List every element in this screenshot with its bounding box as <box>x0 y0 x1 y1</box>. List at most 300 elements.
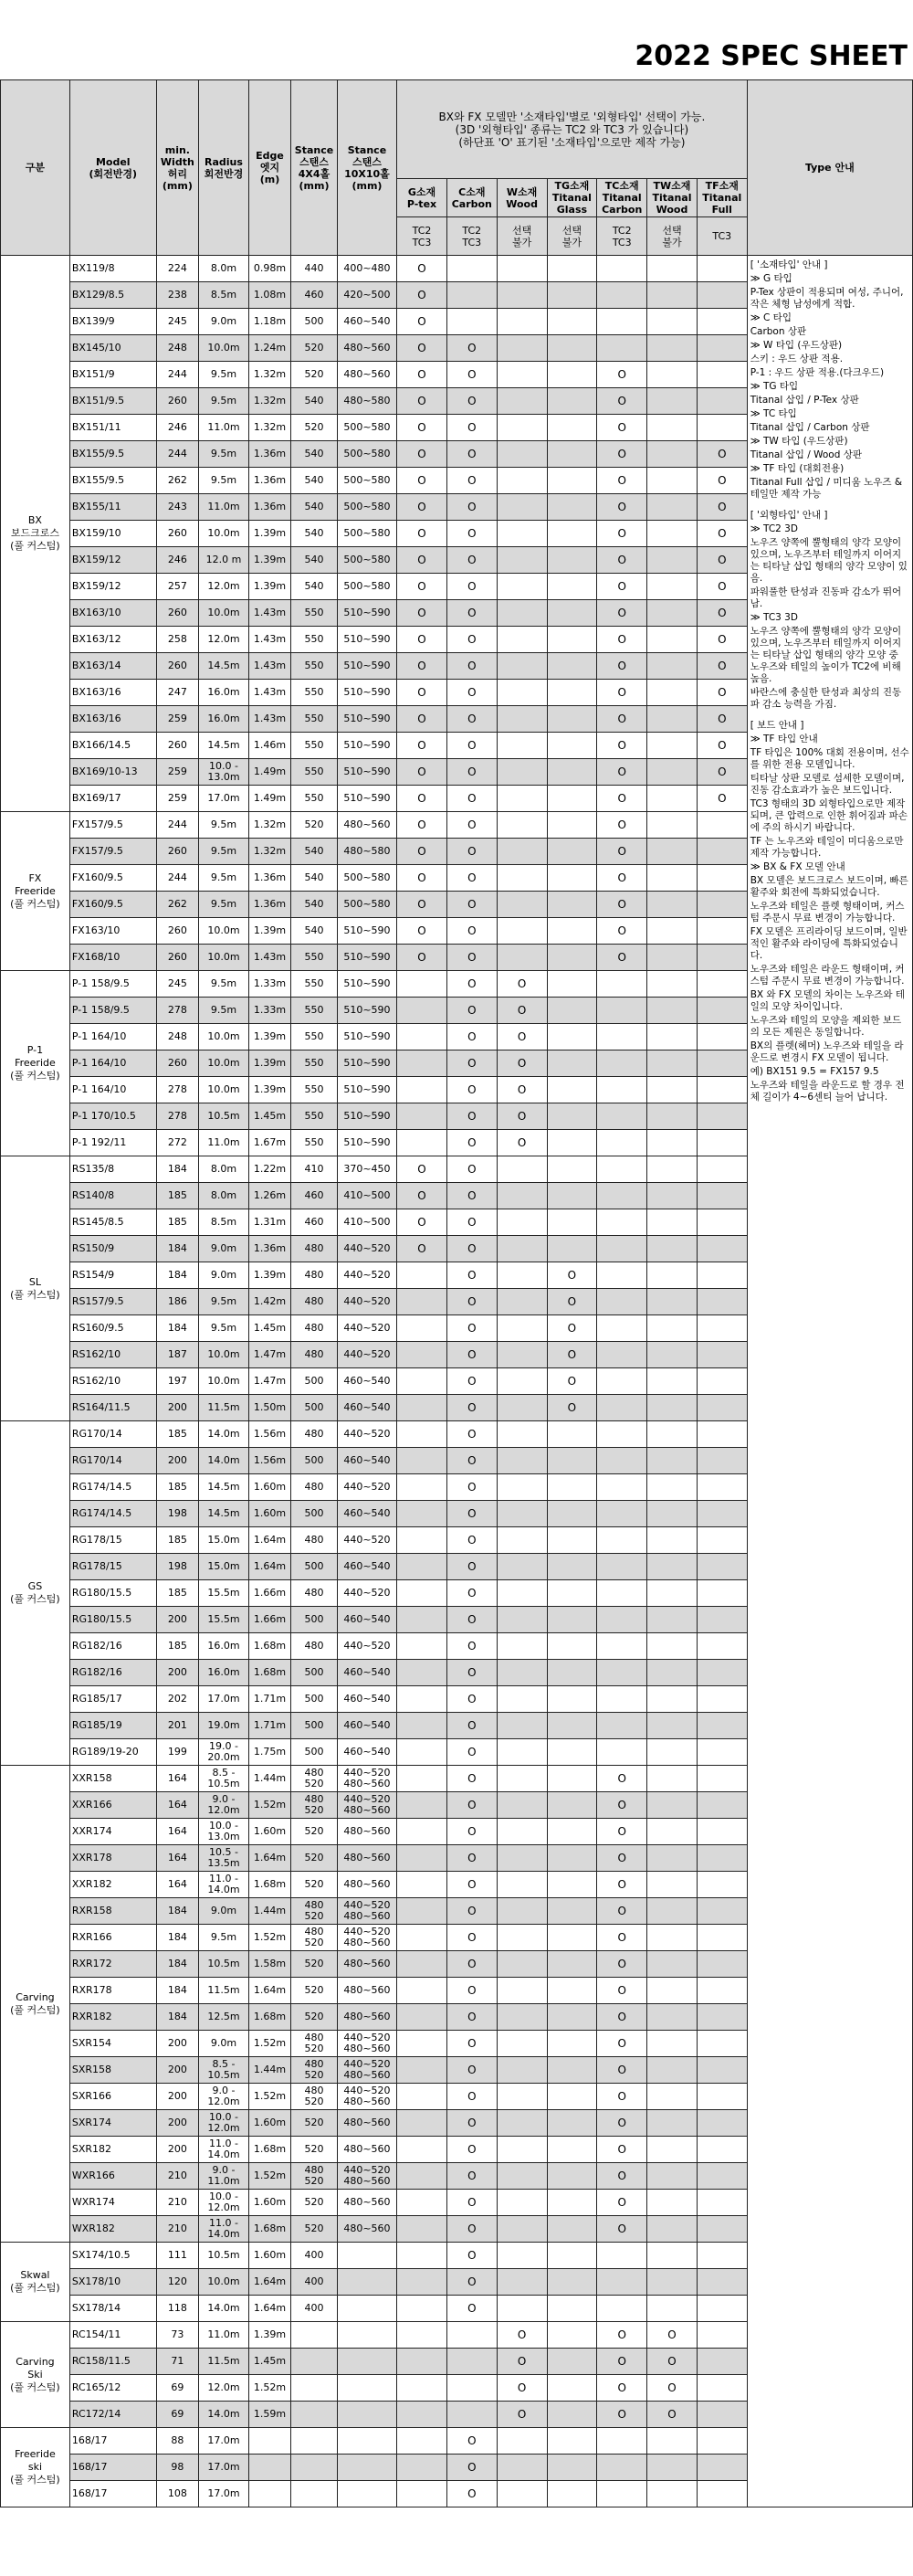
width-cell: 184 <box>156 1156 198 1183</box>
header-edge: Edge 엣지 (m) <box>248 80 290 256</box>
material-availability-cell <box>497 839 547 865</box>
material-availability-cell <box>697 1978 747 2004</box>
header-type-guide: Type 안내 <box>747 80 912 256</box>
model-cell: RXR182 <box>69 2004 156 2031</box>
material-availability-cell: O <box>397 918 447 945</box>
material-availability-cell <box>497 1580 547 1607</box>
width-cell: 244 <box>156 812 198 839</box>
width-cell: 197 <box>156 1368 198 1395</box>
material-availability-cell <box>547 494 597 521</box>
width-cell: 184 <box>156 2004 198 2031</box>
material-availability-cell <box>647 2031 698 2057</box>
material-availability-cell <box>697 1209 747 1236</box>
material-availability-cell <box>547 2243 597 2269</box>
header-material-core: TC2 TC3 <box>397 217 447 256</box>
edge-cell: 1.42m <box>248 1289 290 1315</box>
width-cell: 245 <box>156 971 198 998</box>
material-availability-cell <box>397 1633 447 1660</box>
material-availability-cell <box>547 1448 597 1474</box>
material-availability-cell <box>547 1077 597 1103</box>
material-availability-cell <box>697 1792 747 1819</box>
type-guide-line: ≫ C 타입 <box>750 312 792 323</box>
model-cell: P-1 192/11 <box>69 1130 156 1156</box>
material-availability-cell <box>597 1474 647 1501</box>
material-availability-cell <box>597 2428 647 2455</box>
material-availability-cell: O <box>397 335 447 362</box>
radius-cell: 14.0m <box>199 2402 249 2428</box>
radius-cell: 9.0m <box>199 309 249 335</box>
width-cell: 184 <box>156 1262 198 1289</box>
material-availability-cell <box>597 1262 647 1289</box>
stance-10x10-cell <box>337 2455 396 2481</box>
material-availability-cell <box>647 2455 698 2481</box>
material-availability-cell <box>547 521 597 547</box>
stance-10x10-cell: 510~590 <box>337 706 396 733</box>
material-availability-cell: O <box>446 1819 497 1845</box>
model-cell: RC154/11 <box>69 2322 156 2349</box>
stance-4x4-cell: 480 520 <box>291 2031 338 2057</box>
model-cell: SXR154 <box>69 2031 156 2057</box>
stance-10x10-cell <box>337 2269 396 2296</box>
material-availability-cell <box>697 1024 747 1050</box>
material-availability-cell: O <box>446 1342 497 1368</box>
stance-10x10-cell: 480~560 <box>337 2004 396 2031</box>
edge-cell: 1.45m <box>248 1315 290 1342</box>
stance-4x4-cell: 480 <box>291 1236 338 1262</box>
material-availability-cell: O <box>597 680 647 706</box>
edge-cell: 1.43m <box>248 653 290 680</box>
material-availability-cell <box>397 1421 447 1448</box>
material-availability-cell <box>697 335 747 362</box>
radius-cell: 16.0m <box>199 1633 249 1660</box>
edge-cell: 1.47m <box>248 1368 290 1395</box>
material-availability-cell <box>597 309 647 335</box>
width-cell: 120 <box>156 2269 198 2296</box>
material-availability-cell <box>497 1819 547 1845</box>
stance-4x4-cell: 500 <box>291 1395 338 1421</box>
width-cell: 69 <box>156 2375 198 2402</box>
material-availability-cell <box>497 1527 547 1554</box>
material-availability-cell <box>647 812 698 839</box>
edge-cell: 1.39m <box>248 918 290 945</box>
width-cell: 260 <box>156 600 198 627</box>
material-availability-cell <box>497 521 547 547</box>
material-availability-cell: O <box>397 309 447 335</box>
material-availability-cell: O <box>446 441 497 468</box>
category-label: P-1 Freeride (풀 커스텀) <box>1 971 70 1156</box>
model-cell: SXR158 <box>69 2057 156 2084</box>
category-label: FX Freeride (풀 커스텀) <box>1 812 70 971</box>
width-cell: 98 <box>156 2455 198 2481</box>
material-availability-cell: O <box>446 918 497 945</box>
material-availability-cell: O <box>547 1368 597 1395</box>
model-cell: BX151/11 <box>69 415 156 441</box>
material-availability-cell <box>647 2004 698 2031</box>
material-availability-cell: O <box>397 494 447 521</box>
model-cell: BX119/8 <box>69 256 156 282</box>
stance-4x4-cell: 540 <box>291 918 338 945</box>
material-availability-cell <box>497 1607 547 1633</box>
radius-cell: 14.5m <box>199 733 249 759</box>
edge-cell: 0.98m <box>248 256 290 282</box>
material-availability-cell <box>697 2163 747 2190</box>
material-availability-cell <box>697 1236 747 1262</box>
material-availability-cell <box>647 2269 698 2296</box>
material-availability-cell <box>647 1183 698 1209</box>
material-availability-cell <box>647 1156 698 1183</box>
material-availability-cell: O <box>446 2084 497 2110</box>
width-cell: 278 <box>156 998 198 1024</box>
radius-cell: 15.5m <box>199 1580 249 1607</box>
radius-cell: 10.5m <box>199 1951 249 1978</box>
stance-10x10-cell: 460~540 <box>337 1607 396 1633</box>
stance-4x4-cell: 480 520 <box>291 1792 338 1819</box>
material-availability-cell <box>547 468 597 494</box>
material-availability-cell <box>547 2216 597 2243</box>
material-availability-cell: O <box>697 706 747 733</box>
header-material: TW소재 Titanal Wood <box>647 179 698 217</box>
category-label: GS (풀 커스텀) <box>1 1421 70 1766</box>
stance-10x10-cell: 480~560 <box>337 362 396 388</box>
material-availability-cell <box>497 1633 547 1660</box>
material-availability-cell <box>697 2031 747 2057</box>
material-availability-cell <box>497 256 547 282</box>
model-cell: BX129/8.5 <box>69 282 156 309</box>
material-availability-cell <box>397 1289 447 1315</box>
edge-cell: 1.39m <box>248 1262 290 1289</box>
radius-cell: 10.5 - 13.5m <box>199 1845 249 1872</box>
stance-4x4-cell: 500 <box>291 1713 338 1739</box>
material-availability-cell <box>547 1527 597 1554</box>
material-availability-cell: O <box>497 1050 547 1077</box>
material-availability-cell <box>647 1925 698 1951</box>
stance-10x10-cell: 440~520 <box>337 1474 396 1501</box>
material-availability-cell <box>397 1792 447 1819</box>
width-cell: 260 <box>156 653 198 680</box>
material-availability-cell <box>697 2137 747 2163</box>
width-cell: 185 <box>156 1183 198 1209</box>
material-availability-cell <box>647 2428 698 2455</box>
edge-cell: 1.58m <box>248 1951 290 1978</box>
material-availability-cell <box>497 1766 547 1792</box>
material-availability-cell <box>397 1448 447 1474</box>
material-availability-cell: O <box>697 574 747 600</box>
radius-cell: 8.5 - 10.5m <box>199 2057 249 2084</box>
model-cell: RG174/14.5 <box>69 1501 156 1527</box>
material-availability-cell: O <box>446 1395 497 1421</box>
material-availability-cell: O <box>397 839 447 865</box>
stance-10x10-cell: 420~500 <box>337 282 396 309</box>
material-availability-cell: O <box>597 918 647 945</box>
model-cell: SXR174 <box>69 2110 156 2137</box>
type-guide-line: 노우즈와 테일은 플렛 형태이며, 커스텀 주문시 무료 변경이 가능합니다. <box>750 901 905 924</box>
material-availability-cell <box>547 2375 597 2402</box>
width-cell: 200 <box>156 1395 198 1421</box>
material-availability-cell <box>697 1103 747 1130</box>
material-availability-cell: O <box>697 627 747 653</box>
material-availability-cell <box>397 1342 447 1368</box>
edge-cell: 1.75m <box>248 1739 290 1766</box>
material-availability-cell: O <box>446 2216 497 2243</box>
stance-4x4-cell <box>291 2428 338 2455</box>
type-guide-line: Titanal 삽입 / P-Tex 상판 <box>750 395 859 406</box>
stance-4x4-cell: 400 <box>291 2269 338 2296</box>
material-availability-cell <box>497 2243 547 2269</box>
material-availability-cell <box>697 2084 747 2110</box>
model-cell: XXR182 <box>69 1872 156 1898</box>
material-availability-cell <box>647 415 698 441</box>
edge-cell: 1.18m <box>248 309 290 335</box>
width-cell: 259 <box>156 786 198 812</box>
model-cell: BX151/9.5 <box>69 388 156 415</box>
type-guide-line: BX의 플렛(헤머) 노우즈와 테일을 라운드로 변경시 FX 모델이 됩니다. <box>750 1040 904 1063</box>
model-cell: RS140/8 <box>69 1183 156 1209</box>
material-availability-cell <box>597 998 647 1024</box>
material-availability-cell: O <box>397 945 447 971</box>
material-availability-cell <box>697 1501 747 1527</box>
stance-4x4-cell: 520 <box>291 1845 338 1872</box>
type-guide-line: FX 모델은 프리라이딩 보드이며, 일반적인 활주와 라이딩에 특화되었습니다. <box>750 926 908 961</box>
material-availability-cell <box>547 680 597 706</box>
stance-4x4-cell: 520 <box>291 2216 338 2243</box>
stance-10x10-cell: 460~540 <box>337 1448 396 1474</box>
material-availability-cell <box>697 1713 747 1739</box>
material-availability-cell: O <box>446 733 497 759</box>
width-cell: 210 <box>156 2216 198 2243</box>
material-availability-cell <box>547 362 597 388</box>
material-availability-cell: O <box>397 733 447 759</box>
material-availability-cell: O <box>597 945 647 971</box>
material-availability-cell <box>497 1898 547 1925</box>
stance-4x4-cell: 550 <box>291 733 338 759</box>
stance-10x10-cell: 440~520 480~560 <box>337 1766 396 1792</box>
material-availability-cell <box>397 1024 447 1050</box>
model-cell: BX163/10 <box>69 600 156 627</box>
material-availability-cell: O <box>597 1978 647 2004</box>
material-availability-cell <box>547 865 597 892</box>
edge-cell: 1.67m <box>248 1130 290 1156</box>
edge-cell: 1.49m <box>248 759 290 786</box>
stance-4x4-cell: 550 <box>291 1130 338 1156</box>
material-availability-cell: O <box>446 2296 497 2322</box>
model-cell: 168/17 <box>69 2455 156 2481</box>
material-availability-cell <box>497 865 547 892</box>
material-availability-cell <box>397 2216 447 2243</box>
edge-cell <box>248 2428 290 2455</box>
material-availability-cell <box>697 1156 747 1183</box>
width-cell: 245 <box>156 309 198 335</box>
material-availability-cell <box>697 1554 747 1580</box>
width-cell: 185 <box>156 1209 198 1236</box>
material-availability-cell: O <box>446 786 497 812</box>
stance-4x4-cell: 540 <box>291 865 338 892</box>
header-model: Model (회전반경) <box>69 80 156 256</box>
material-availability-cell <box>647 1872 698 1898</box>
material-availability-cell: O <box>597 1766 647 1792</box>
material-availability-cell: O <box>597 494 647 521</box>
edge-cell: 1.32m <box>248 415 290 441</box>
material-availability-cell: O <box>446 388 497 415</box>
material-availability-cell <box>647 1686 698 1713</box>
material-availability-cell: O <box>446 1527 497 1554</box>
material-availability-cell <box>497 441 547 468</box>
radius-cell: 9.0m <box>199 1898 249 1925</box>
material-availability-cell <box>697 1898 747 1925</box>
material-availability-cell <box>597 1448 647 1474</box>
material-availability-cell: O <box>446 574 497 600</box>
material-availability-cell <box>647 362 698 388</box>
material-availability-cell <box>497 1448 547 1474</box>
material-availability-cell: O <box>446 1898 497 1925</box>
material-availability-cell <box>597 1580 647 1607</box>
model-cell: SX178/10 <box>69 2269 156 2296</box>
width-cell: 244 <box>156 441 198 468</box>
stance-4x4-cell: 520 <box>291 362 338 388</box>
radius-cell: 17.0m <box>199 786 249 812</box>
material-availability-cell <box>547 1209 597 1236</box>
material-availability-cell <box>697 2269 747 2296</box>
material-availability-cell: O <box>397 600 447 627</box>
type-guide-line: [ 보드 안내 ] <box>750 720 804 731</box>
material-availability-cell <box>597 1077 647 1103</box>
edge-cell: 1.60m <box>248 2110 290 2137</box>
model-cell: RG185/17 <box>69 1686 156 1713</box>
edge-cell: 1.31m <box>248 1209 290 1236</box>
material-availability-cell <box>647 1262 698 1289</box>
radius-cell: 9.5m <box>199 812 249 839</box>
stance-10x10-cell: 510~590 <box>337 786 396 812</box>
edge-cell: 1.66m <box>248 1580 290 1607</box>
model-cell: BX155/9.5 <box>69 468 156 494</box>
material-availability-cell <box>647 2084 698 2110</box>
material-availability-cell <box>497 812 547 839</box>
radius-cell: 11.0m <box>199 415 249 441</box>
material-availability-cell: O <box>547 1289 597 1315</box>
model-cell: RG170/14 <box>69 1448 156 1474</box>
type-guide-line: TF 는 노우즈와 테일이 미디움으로만 제작 가능합니다. <box>750 836 904 859</box>
radius-cell: 11.0m <box>199 1130 249 1156</box>
edge-cell: 1.52m <box>248 2375 290 2402</box>
stance-10x10-cell: 460~540 <box>337 1501 396 1527</box>
header-material-note: BX와 FX 모델만 '소재타입'별로 '외형타입' 선택이 가능. (3D '외형타입' 종류는 TC2 와 TC3 가 있습니다) (하단표 'O' 표기된 '소재타입'으로만 제작 가능) <box>397 80 748 179</box>
material-availability-cell: O <box>397 362 447 388</box>
material-availability-cell: O <box>497 1077 547 1103</box>
width-cell: 200 <box>156 2137 198 2163</box>
material-availability-cell <box>647 547 698 574</box>
material-availability-cell <box>547 1103 597 1130</box>
material-availability-cell <box>697 415 747 441</box>
edge-cell: 1.49m <box>248 786 290 812</box>
material-availability-cell: O <box>446 865 497 892</box>
material-availability-cell <box>697 1077 747 1103</box>
radius-cell: 12.0m <box>199 627 249 653</box>
stance-4x4-cell: 440 <box>291 256 338 282</box>
material-availability-cell <box>597 256 647 282</box>
material-availability-cell: O <box>446 1554 497 1580</box>
stance-4x4-cell: 480 <box>291 1474 338 1501</box>
material-availability-cell: O <box>446 1580 497 1607</box>
material-availability-cell <box>446 256 497 282</box>
material-availability-cell <box>497 2216 547 2243</box>
width-cell: 73 <box>156 2322 198 2349</box>
material-availability-cell: O <box>497 2322 547 2349</box>
material-availability-cell <box>547 2269 597 2296</box>
model-cell: FX160/9.5 <box>69 865 156 892</box>
material-availability-cell: O <box>497 998 547 1024</box>
width-cell: 111 <box>156 2243 198 2269</box>
material-availability-cell: O <box>697 680 747 706</box>
material-availability-cell <box>547 2428 597 2455</box>
material-availability-cell <box>597 1501 647 1527</box>
category-label: Skwal (풀 커스텀) <box>1 2243 70 2322</box>
material-availability-cell <box>547 786 597 812</box>
material-availability-cell: O <box>446 812 497 839</box>
stance-4x4-cell: 540 <box>291 892 338 918</box>
type-guide-line: ≫ TC3 3D <box>750 612 798 623</box>
type-guide-line: 노우즈와 테일은 라운드 형태이며, 커스텀 주문시 무료 변경이 가능합니다. <box>750 964 905 987</box>
material-availability-cell: O <box>446 494 497 521</box>
material-availability-cell: O <box>597 627 647 653</box>
stance-10x10-cell: 440~520 <box>337 1421 396 1448</box>
material-availability-cell <box>397 1845 447 1872</box>
material-availability-cell <box>547 1739 597 1766</box>
material-availability-cell <box>697 1395 747 1421</box>
radius-cell: 9.5m <box>199 441 249 468</box>
material-availability-cell <box>397 2428 447 2455</box>
width-cell: 108 <box>156 2481 198 2507</box>
type-guide-line: 노우즈 양쪽에 뿔형태의 양각 모양이 있으며, 노우즈부터 테일까지 이어지는 티타날 삽입 형태의 양각 모양이 있음. <box>750 537 908 584</box>
radius-cell: 17.0m <box>199 2455 249 2481</box>
material-availability-cell: O <box>397 653 447 680</box>
edge-cell: 1.43m <box>248 600 290 627</box>
material-availability-cell <box>697 1130 747 1156</box>
stance-4x4-cell: 480 <box>291 1580 338 1607</box>
material-availability-cell: O <box>446 1209 497 1236</box>
stance-10x10-cell <box>337 2243 396 2269</box>
material-availability-cell: O <box>446 1925 497 1951</box>
stance-10x10-cell: 460~540 <box>337 1713 396 1739</box>
radius-cell: 8.0m <box>199 256 249 282</box>
header-material: TC소재 Titanal Carbon <box>597 179 647 217</box>
material-availability-cell <box>497 547 547 574</box>
material-availability-cell <box>497 2110 547 2137</box>
stance-10x10-cell: 510~590 <box>337 945 396 971</box>
stance-10x10-cell: 510~590 <box>337 1103 396 1130</box>
material-availability-cell <box>497 786 547 812</box>
stance-10x10-cell <box>337 2349 396 2375</box>
stance-10x10-cell: 510~590 <box>337 998 396 1024</box>
material-availability-cell <box>397 1395 447 1421</box>
material-availability-cell <box>647 1898 698 1925</box>
width-cell: 184 <box>156 1898 198 1925</box>
material-availability-cell <box>397 2375 447 2402</box>
material-availability-cell <box>497 1501 547 1527</box>
material-availability-cell: O <box>446 1660 497 1686</box>
material-availability-cell: O <box>446 1024 497 1050</box>
material-availability-cell: O <box>597 706 647 733</box>
material-availability-cell <box>497 945 547 971</box>
material-availability-cell <box>497 2031 547 2057</box>
edge-cell: 1.36m <box>248 468 290 494</box>
model-cell: BX159/12 <box>69 547 156 574</box>
material-availability-cell <box>497 1236 547 1262</box>
material-availability-cell <box>697 2402 747 2428</box>
radius-cell: 8.5 - 10.5m <box>199 1766 249 1792</box>
material-availability-cell <box>547 1156 597 1183</box>
material-availability-cell <box>547 388 597 415</box>
stance-4x4-cell: 500 <box>291 1660 338 1686</box>
stance-4x4-cell: 550 <box>291 706 338 733</box>
